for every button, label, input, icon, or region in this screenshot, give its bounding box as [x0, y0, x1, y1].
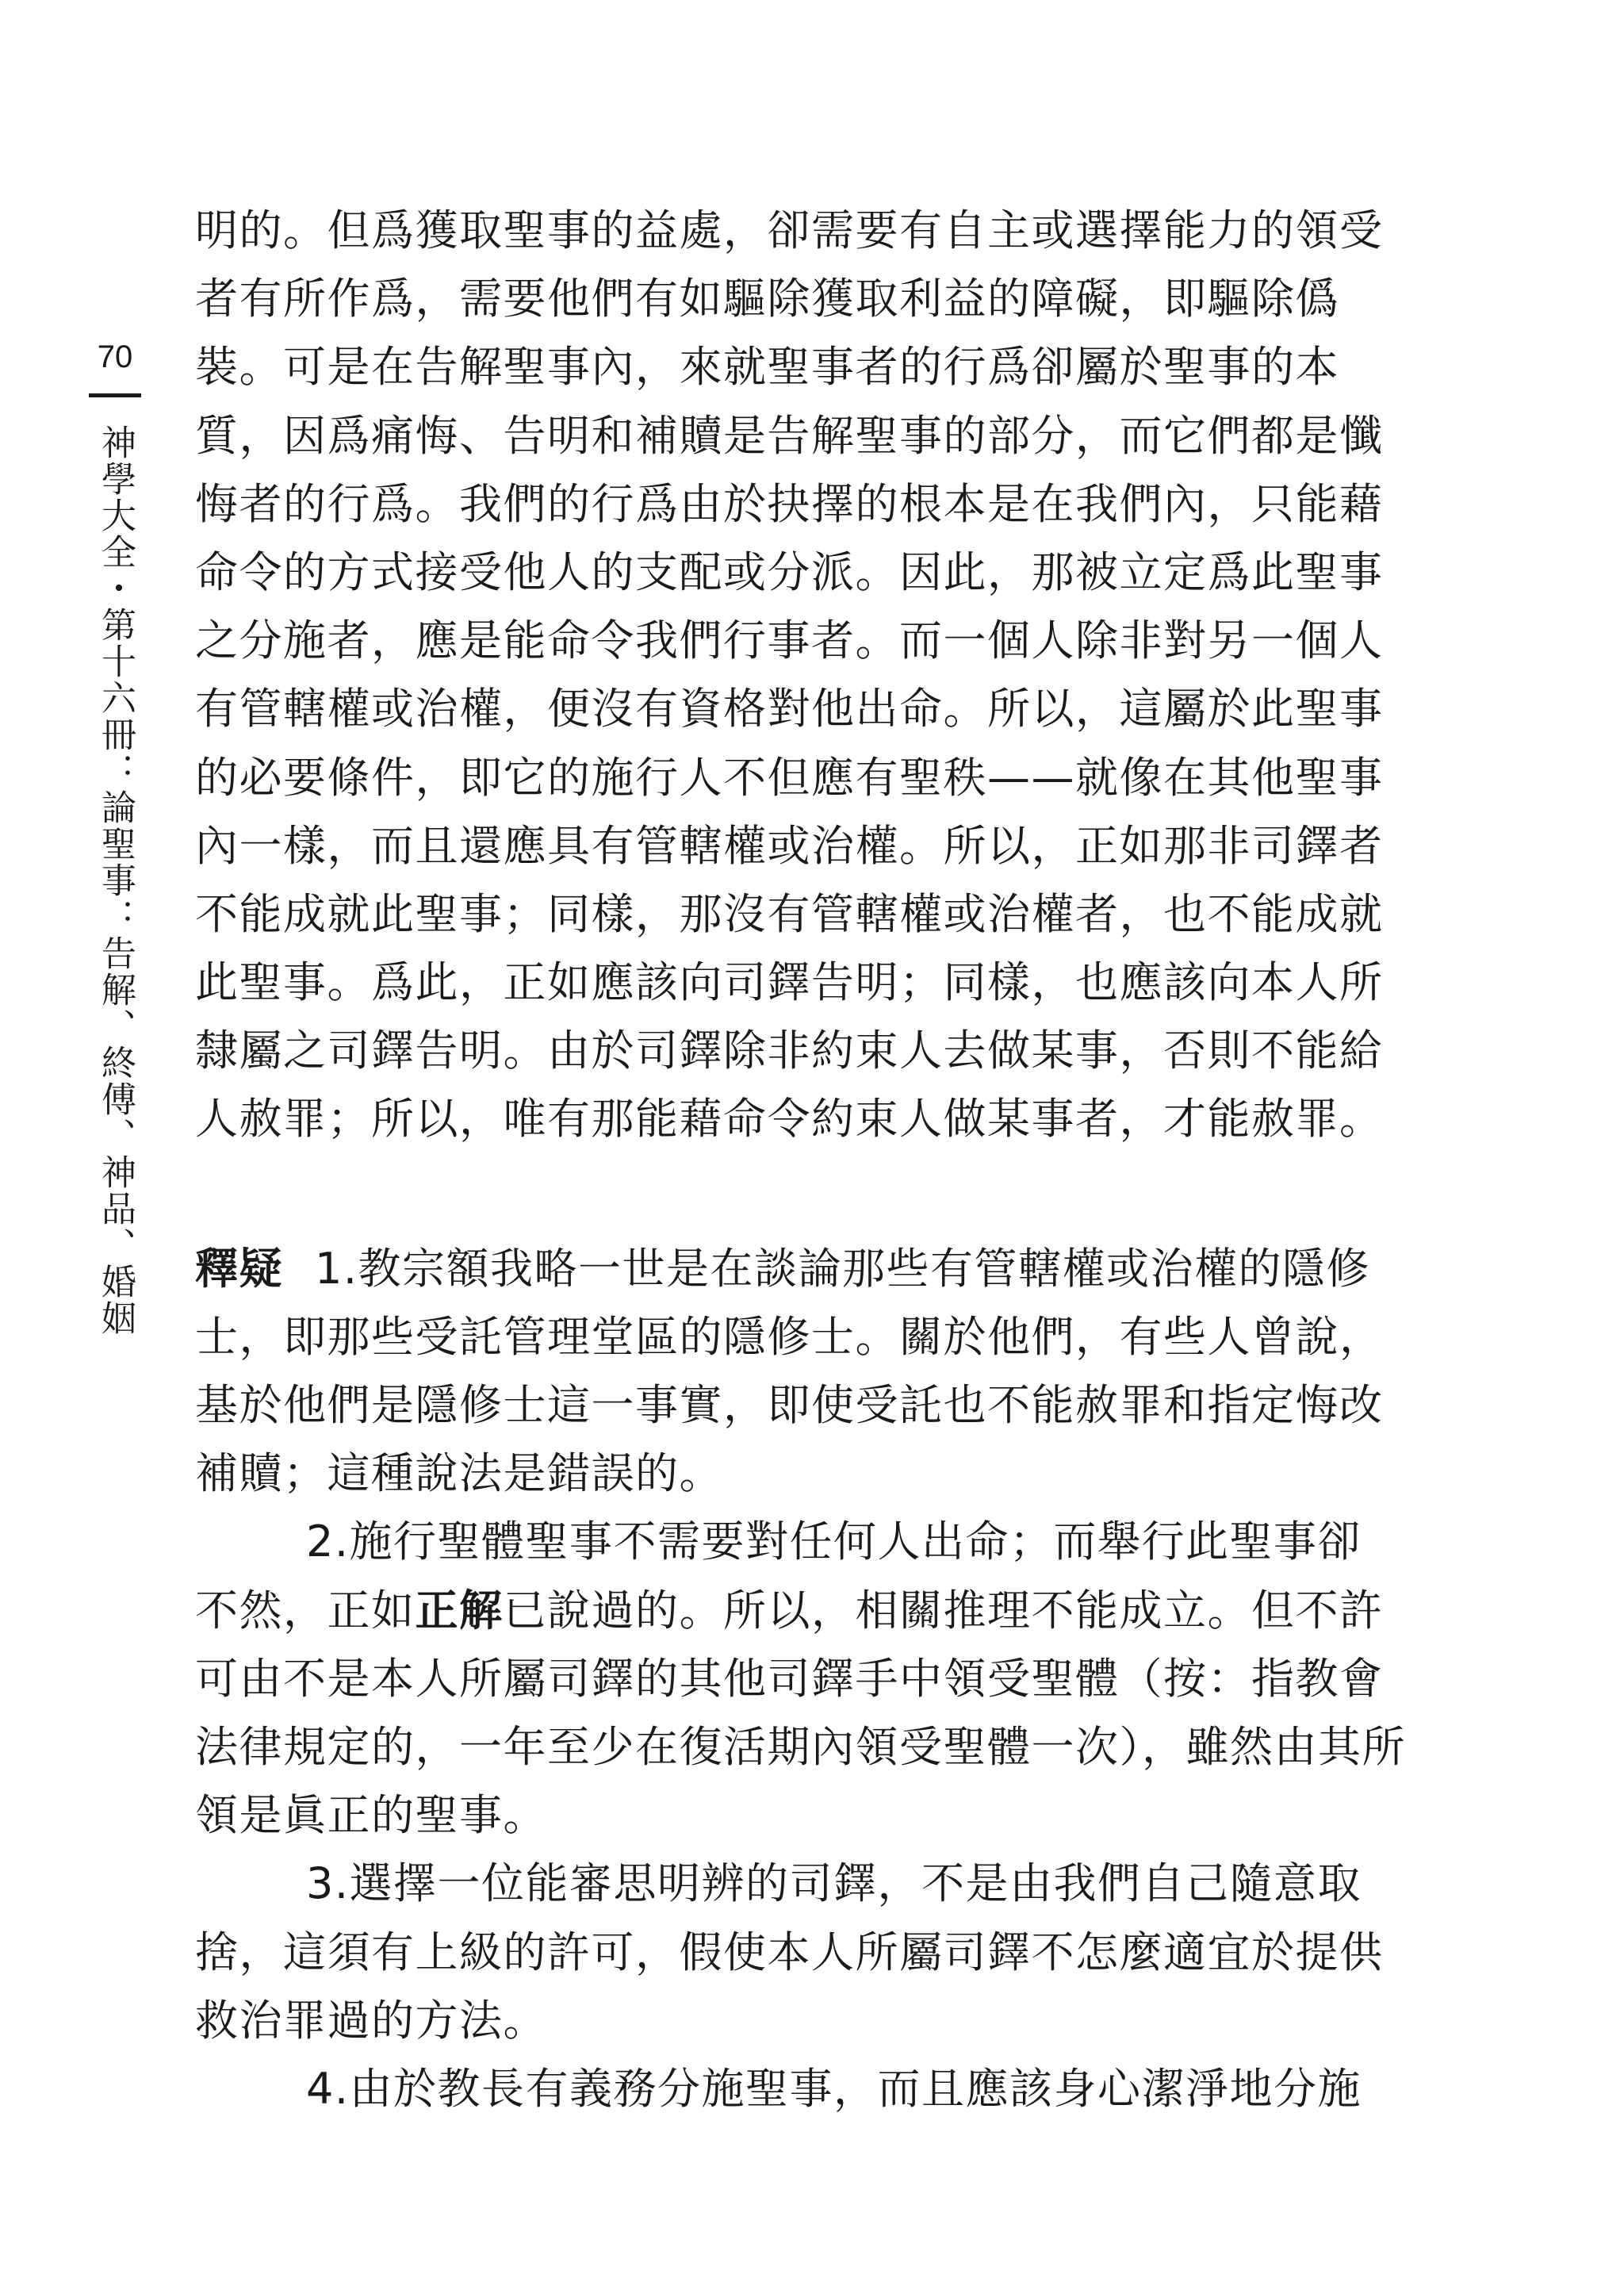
reply-2-line-2	[195, 1577, 1384, 1645]
text-line: 明的。但爲獲取聖事的益處，卻需要有自主或選擇能力的領受	[195, 205, 1384, 255]
body-text	[195, 197, 1406, 2123]
text-line: 捨，這須有上級的許可，假使本人所屬司鐸不怎麼適宜於提供	[195, 1927, 1384, 1977]
text-line: 內一樣，而且還應具有管轄權或治權。所以，正如那非司鐸者	[195, 820, 1384, 871]
bold-reference: 正解	[415, 1585, 504, 1635]
text-line: 不能成就此聖事；同樣，那沒有管轄權或治權者，也不能成就	[195, 888, 1384, 939]
text-line: 質，因爲痛悔、告明和補贖是告解聖事的部分，而它們都是懺	[195, 410, 1384, 461]
text-line: 者有所作爲，需要他們有如驅除獲取利益的障礙，即驅除僞	[195, 274, 1339, 324]
text-line: 士，即那些受託管理堂區的隱修士。關於他們，有些人曾說，	[195, 1311, 1384, 1362]
reply-3-first-line: 3.選擇一位能審思明辨的司鐸，不是由我們自己隨意取	[306, 1858, 1362, 1909]
text-line: 命令的方式接受他人的支配或分派。因此，那被立定爲此聖事	[195, 546, 1384, 597]
page-margin	[79, 341, 151, 1376]
reply-2-first-line: 2.施行聖體聖事不需要對任何人出命；而舉行此聖事卻	[306, 1517, 1362, 1567]
text-line: 人赦罪；所以，唯有那能藉命令約束人做某事者，才能赦罪。	[195, 1094, 1384, 1145]
text-line: 可由不是本人所屬司鐸的其他司鐸手中領受聖體（按：指教會	[195, 1653, 1384, 1704]
text-line: 救治罪過的方法。	[195, 1995, 547, 2046]
reply-1-first-line	[195, 1235, 1371, 1303]
reply-1-text: 1.教宗額我略一世是在談論那些有管轄權或治權的隱修	[315, 1243, 1371, 1294]
text-line: 有管轄權或治權，便沒有資格對他出命。所以，這屬於此聖事	[195, 684, 1384, 734]
running-title: 神學大全・第十六冊：論聖事：告解、終傅、神品、婚姻	[95, 424, 136, 1336]
page-number: 70	[97, 339, 133, 374]
text-line: 法律規定的，一年至少在復活期內領受聖體一次），雖然由其所	[195, 1721, 1406, 1772]
text-fragment: 不然，正如	[195, 1585, 416, 1635]
text-line: 領是眞正的聖事。	[195, 1790, 547, 1841]
text-line: 基於他們是隱修士這一事實，即使受託也不能赦罪和指定悔改	[195, 1380, 1384, 1430]
section-gap	[195, 1154, 1332, 1235]
text-line: 裝。可是在告解聖事內，來就聖事者的行爲卻屬於聖事的本	[195, 342, 1339, 393]
text-line: 隸屬之司鐸告明。由於司鐸除非約束人去做某事，否則不能給	[195, 1026, 1384, 1076]
reply-section	[195, 1235, 1406, 2123]
text-line: 的必要條件，即它的施行人不但應有聖秩——就像在其他聖事	[195, 752, 1384, 803]
text-line: 補贖；這種說法是錯誤的。	[195, 1448, 723, 1499]
text-line: 此聖事。爲此，正如應該向司鐸告明；同樣，也應該向本人所	[195, 957, 1384, 1008]
reply-label: 釋疑	[195, 1243, 283, 1294]
reply-4-first-line: 4.由於教長有義務分施聖事，而且應該身心潔淨地分施	[306, 2063, 1362, 2114]
main-paragraph	[195, 197, 1384, 1154]
text-fragment: 已說過的。所以，相關推理不能成立。但不許	[503, 1585, 1384, 1635]
text-line: 悔者的行爲。我們的行爲由於抉擇的根本是在我們內，只能藉	[195, 478, 1384, 529]
page-number-rule	[89, 393, 141, 397]
text-line: 之分施者，應是能命令我們行事者。而一個人除非對另一個人	[195, 615, 1384, 666]
